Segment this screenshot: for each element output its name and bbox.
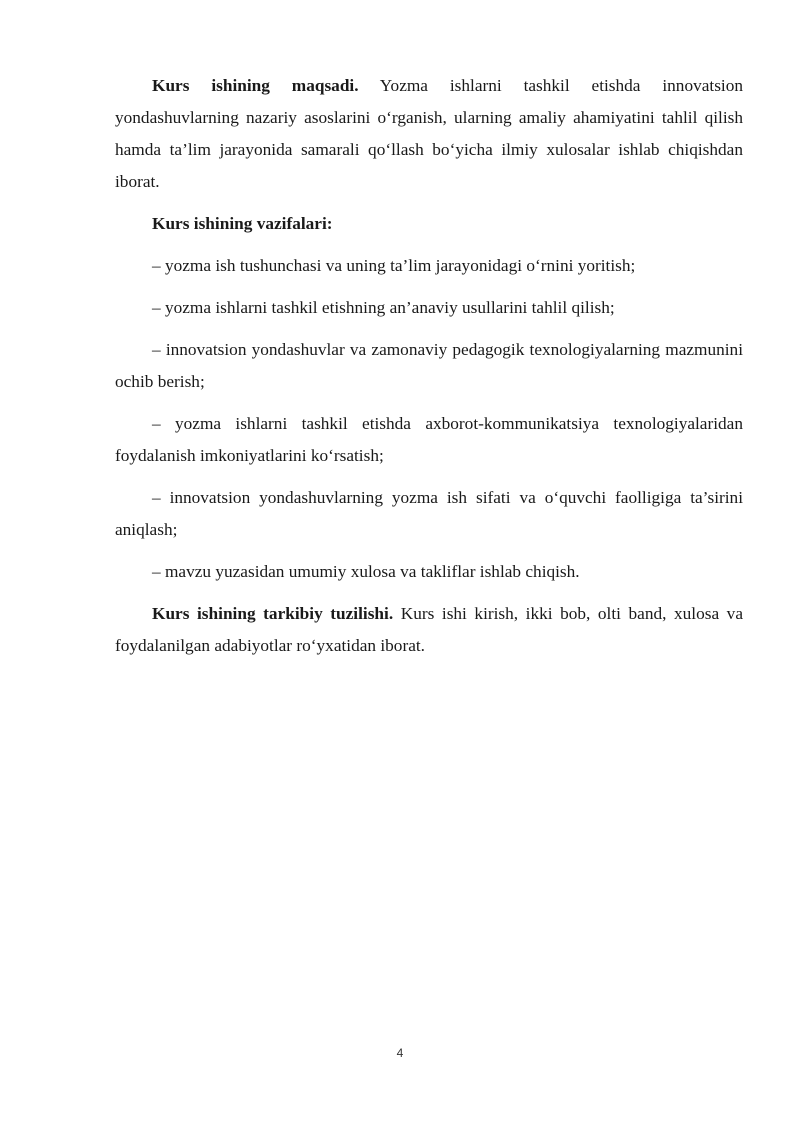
task-item: – mavzu yuzasidan umumiy xulosa va takliflar ishlab chiqish. (152, 562, 580, 581)
structure-paragraph (115, 598, 743, 662)
tasks-heading: Kurs ishining vazifalari: (152, 214, 333, 233)
structure-label: Kurs ishining tarkibiy tuzilishi. (152, 604, 394, 623)
page-content (115, 70, 743, 672)
aim-paragraph (115, 70, 743, 198)
page-number: 4 (396, 1046, 404, 1060)
task-item: – innovatsion yondashuvlarning yozma ish sifati va o‘quvchi faolligiga ta’sirini aniqlash; (115, 488, 743, 539)
aim-label: Kurs ishining maqsadi. (152, 76, 359, 95)
task-item: – yozma ishlarni tashkil etishning an’anaviy usullarini tahlil qilish; (152, 298, 615, 317)
task-item: – yozma ishlarni tashkil etishda axborot-kommunikatsiya texnologiyalaridan foydalanish imkoniyatlarini ko‘rsatish; (115, 414, 743, 465)
aim-text: Yozma ishlarni tashkil etishda innovatsion yondashuvlarning nazariy asoslarini o‘rganish, ularning amaliy ahamiyatini tahlil qilish hamda ta’lim jarayonida samarali qo‘llash bo‘yicha ilmiy xulosalar ishlab chiqishdan iborat. (115, 76, 744, 191)
task-item: – innovatsion yondashuvlar va zamonaviy pedagogik texnologiyalarning mazmunini ochib berish; (115, 340, 743, 391)
structure-text: Kurs ishi kirish, ikki bob, olti band, xulosa va foydalanilgan adabiyotlar ro‘yxatidan iborat. (115, 604, 743, 655)
task-item: – yozma ish tushunchasi va uning ta’lim jarayonidagi o‘rnini yoritish; (152, 256, 636, 275)
